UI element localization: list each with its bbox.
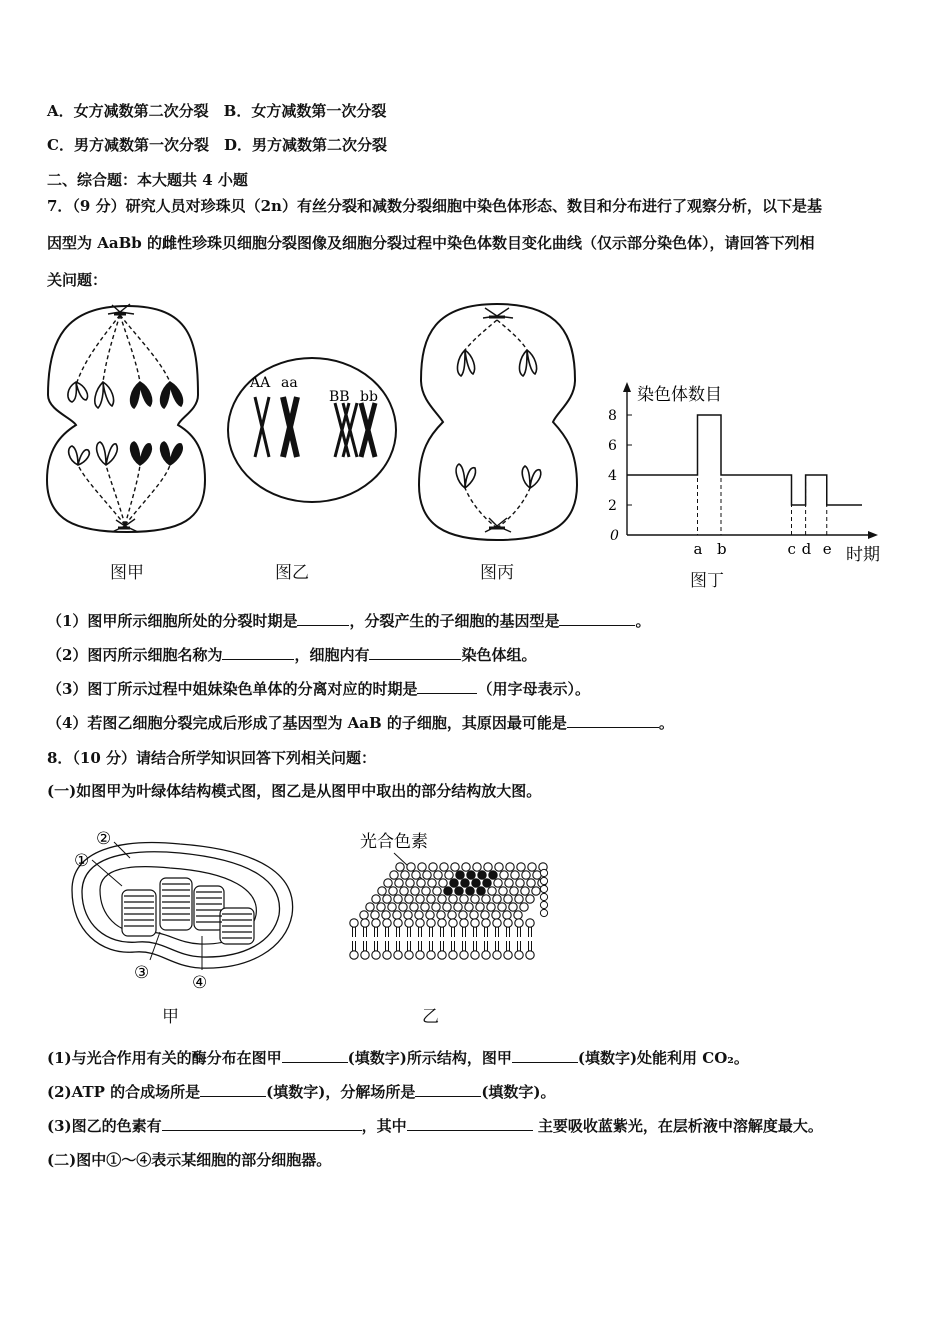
membrane-caption: 乙 — [422, 1007, 439, 1027]
lipid-head — [516, 879, 524, 887]
lipid-head — [394, 919, 402, 927]
x-marker-label: b — [717, 540, 727, 558]
option-line-ab: A．女方减数第二次分裂 B．女方减数第一次分裂 — [47, 102, 387, 120]
lipid-head — [509, 903, 517, 911]
lipid-head — [421, 903, 429, 911]
figure-bing-caption: 图丙 — [480, 563, 514, 583]
q7-sub-3 — [47, 679, 590, 699]
lipid-head — [540, 893, 547, 900]
lipid-head — [460, 895, 468, 903]
q7-sub-1-text-a: （1）图甲所示细胞所处的分裂时期是 — [47, 612, 298, 630]
q8-sub-3-text-b: ，其中 — [361, 1117, 407, 1135]
lipid-head — [401, 871, 409, 879]
lipid-head — [445, 871, 453, 879]
pigment-molecule — [489, 871, 497, 879]
pigment-molecule — [467, 871, 475, 879]
marker-1: ① — [74, 851, 90, 871]
lipid-head — [511, 871, 519, 879]
lipid-head — [504, 951, 512, 959]
lipid-head — [418, 863, 426, 871]
lipid-head — [506, 863, 514, 871]
lipid-head — [372, 895, 380, 903]
lipid-head — [482, 919, 490, 927]
q7-sub-1-text-c: 。 — [635, 612, 651, 630]
q8-sub-1 — [47, 1048, 749, 1068]
pigment-molecule — [483, 879, 491, 887]
figure-ding-caption: 图丁 — [690, 571, 724, 591]
lipid-head — [470, 911, 478, 919]
lipid-head — [440, 863, 448, 871]
lipid-head — [417, 879, 425, 887]
lipid-head — [517, 863, 525, 871]
q8-sub-1-text-c: (填数字)处能利用 CO₂。 — [577, 1049, 749, 1067]
pigment-label: 光合色素 — [360, 832, 428, 852]
lipid-head — [361, 919, 369, 927]
yi-label-AA: AA — [250, 375, 271, 391]
lipid-head — [510, 887, 518, 895]
q8-stem: 8．（10 分）请结合所学知识回答下列相关问题： — [47, 749, 377, 767]
answer-blank[interactable] — [282, 1048, 348, 1063]
lipid-head — [429, 863, 437, 871]
lipid-head — [460, 951, 468, 959]
lipid-head — [372, 919, 380, 927]
y-tick-label: 4 — [608, 468, 617, 484]
marker-2: ② — [96, 829, 112, 849]
q7-sub-1 — [47, 611, 650, 631]
q7-sub-2 — [47, 645, 536, 665]
lipid-head — [462, 863, 470, 871]
q7-sub-4-text-a: （4）若图乙细胞分裂完成后形成了基因型为 AaB 的子细胞，其原因最可能是 — [47, 714, 567, 732]
answer-blank[interactable] — [407, 1116, 533, 1131]
lipid-head — [400, 887, 408, 895]
lipid-head — [448, 911, 456, 919]
lipid-head — [438, 951, 446, 959]
lipid-head — [493, 951, 501, 959]
lipid-head — [459, 911, 467, 919]
lipid-head — [360, 911, 368, 919]
lipid-head — [515, 919, 523, 927]
x-marker-label: d — [801, 540, 812, 558]
lipid-head — [404, 911, 412, 919]
lipid-head — [394, 895, 402, 903]
lipid-head — [540, 901, 547, 908]
lipid-head — [526, 951, 534, 959]
figure-yi-caption: 图乙 — [275, 563, 309, 583]
lipid-head — [454, 903, 462, 911]
answer-blank[interactable] — [200, 1082, 266, 1097]
pigment-molecule — [466, 887, 474, 895]
answer-blank[interactable] — [415, 1082, 481, 1097]
answer-blank[interactable] — [297, 611, 349, 626]
q7-sub-4 — [47, 713, 674, 733]
lipid-head — [405, 951, 413, 959]
lipid-head — [383, 895, 391, 903]
lipid-head — [410, 903, 418, 911]
lipid-head — [434, 871, 442, 879]
lipid-head — [515, 951, 523, 959]
lipid-head — [532, 887, 540, 895]
lipid-head — [527, 879, 535, 887]
q7-sub-3-text-b: （用字母表示）。 — [477, 680, 590, 698]
lipid-head — [411, 887, 419, 895]
chart-origin: 0 — [610, 528, 619, 544]
lipid-head — [443, 903, 451, 911]
lipid-head — [415, 911, 423, 919]
lipid-head — [423, 871, 431, 879]
lipid-head — [473, 863, 481, 871]
lipid-head — [471, 919, 479, 927]
lipid-head — [495, 863, 503, 871]
figure-jia-caption: 图甲 — [110, 563, 144, 583]
pigment-molecule — [477, 887, 485, 895]
lipid-head — [514, 911, 522, 919]
pigment-molecule — [461, 879, 469, 887]
lipid-head — [383, 919, 391, 927]
answer-blank[interactable] — [162, 1116, 362, 1131]
lipid-head — [500, 871, 508, 879]
y-tick-label: 8 — [608, 408, 617, 424]
lipid-head — [522, 871, 530, 879]
lipid-head — [405, 919, 413, 927]
lipid-head — [395, 879, 403, 887]
q7-sub-2-text-a: （2）图丙所示细胞名称为 — [47, 646, 223, 664]
lipid-head — [438, 895, 446, 903]
q7-stem-line-3: 关问题： — [47, 271, 108, 289]
q8-part2-intro: (二)图中①～④表示某细胞的部分细胞器。 — [47, 1151, 332, 1169]
lipid-head — [540, 869, 547, 876]
lipid-head — [482, 951, 490, 959]
lipid-head — [493, 919, 501, 927]
pigment-molecule — [455, 887, 463, 895]
y-tick-label: 6 — [608, 438, 617, 454]
figure-bing-diagram — [415, 300, 580, 545]
q7-sub-1-text-b: ，分裂产生的子细胞的基因型是 — [349, 612, 560, 630]
x-marker-label: e — [822, 540, 832, 558]
lipid-head — [520, 903, 528, 911]
lipid-head — [451, 863, 459, 871]
lipid-head — [361, 951, 369, 959]
figure-ding-chart — [600, 380, 900, 565]
yi-label-BB: BB — [329, 389, 350, 405]
answer-blank[interactable] — [567, 713, 659, 728]
yi-label-aa: aa — [281, 375, 298, 391]
x-axis-arrow — [868, 531, 878, 539]
lipid-head — [488, 887, 496, 895]
yi-label-bb: bb — [360, 389, 378, 405]
lipid-head — [366, 903, 374, 911]
answer-blank[interactable] — [417, 679, 477, 694]
lipid-head — [533, 871, 541, 879]
lipid-head — [384, 879, 392, 887]
lipid-head — [407, 863, 415, 871]
q7-sub-2-text-b: ，细胞内有 — [294, 646, 370, 664]
lipid-head — [465, 903, 473, 911]
lipid-head — [515, 895, 523, 903]
lipid-head — [481, 911, 489, 919]
lipid-head — [476, 903, 484, 911]
lipid-head — [405, 895, 413, 903]
lipid-head — [394, 951, 402, 959]
pigment-molecule — [456, 871, 464, 879]
chart-xlabel: 时期 — [846, 545, 880, 565]
lipid-head — [350, 919, 358, 927]
q8-part1-intro: (一)如图甲为叶绿体结构模式图，图乙是从图甲中取出的部分结构放大图。 — [47, 782, 542, 800]
lipid-head — [540, 885, 547, 892]
lipid-head — [505, 879, 513, 887]
lipid-head — [426, 911, 434, 919]
pigment-molecule — [478, 871, 486, 879]
lipid-head — [427, 919, 435, 927]
section-heading: 二、综合题：本大题共 4 小题 — [47, 171, 248, 189]
y-tick-label: 2 — [608, 498, 617, 514]
marker-4: ④ — [192, 973, 208, 993]
lipid-head — [437, 911, 445, 919]
lipid-head — [428, 879, 436, 887]
lipid-head — [406, 879, 414, 887]
lipid-head — [499, 887, 507, 895]
q8-sub-3-text-c: 主要吸收蓝紫光，在层析液中溶解度最大。 — [532, 1117, 823, 1135]
lipid-head — [383, 951, 391, 959]
q8-sub-1-text-b: (填数字)所示结构，图甲 — [347, 1049, 512, 1067]
lipid-head — [526, 919, 534, 927]
lipid-head — [471, 895, 479, 903]
lipid-head — [471, 951, 479, 959]
lipid-head — [482, 895, 490, 903]
pigment-molecule — [472, 879, 480, 887]
lipid-head — [526, 895, 534, 903]
lipid-head — [422, 887, 430, 895]
q7-sub-4-text-b: 。 — [658, 714, 674, 732]
lipid-head — [439, 879, 447, 887]
lipid-head — [377, 903, 385, 911]
figure-jia-diagram — [40, 300, 215, 540]
lipid-head — [390, 871, 398, 879]
lipid-head — [540, 909, 547, 916]
lipid-head — [460, 919, 468, 927]
lipid-head — [494, 879, 502, 887]
lipid-head — [427, 951, 435, 959]
q7-sub-2-text-c: 染色体组。 — [461, 646, 537, 664]
membrane-diagram — [340, 825, 560, 975]
q7-stem-line-1: 7．（9 分）研究人员对珍珠贝（2n）有丝分裂和减数分裂细胞中染色体形态、数目和分布进行了观察分析，以下是基 — [47, 197, 822, 215]
lipid-head — [350, 951, 358, 959]
q8-sub-3 — [47, 1116, 823, 1136]
lipid-head — [498, 903, 506, 911]
lipid-head — [521, 887, 529, 895]
lipid-head — [433, 887, 441, 895]
lipid-head — [503, 911, 511, 919]
lipid-head — [504, 919, 512, 927]
q7-sub-3-text-a: （3）图丁所示过程中姐妹染色单体的分离对应的时期是 — [47, 680, 418, 698]
lipid-head — [393, 911, 401, 919]
lipid-head — [493, 895, 501, 903]
lipid-head — [382, 911, 390, 919]
lipid-head — [412, 871, 420, 879]
answer-blank[interactable] — [512, 1048, 578, 1063]
answer-blank[interactable] — [369, 645, 461, 660]
q8-sub-2-text-a: (2)ATP 的合成场所是 — [47, 1083, 201, 1101]
marker-3: ③ — [134, 963, 150, 983]
lipid-head — [388, 903, 396, 911]
x-marker-label: c — [787, 540, 796, 558]
option-line-cd: C．男方减数第一次分裂 D．男方减数第二次分裂 — [47, 136, 387, 154]
lipid-head — [416, 951, 424, 959]
q7-stem-line-2: 因型为 AaBb 的雌性珍珠贝细胞分裂图像及细胞分裂过程中染色体数目变化曲线（仅示部分染色体），请回答下列相 — [47, 234, 815, 252]
lipid-head — [484, 863, 492, 871]
lipid-head — [528, 863, 536, 871]
lipid-head — [416, 895, 424, 903]
lipid-head — [378, 887, 386, 895]
chloroplast-diagram — [60, 820, 310, 995]
figure-yi-diagram — [225, 355, 400, 505]
x-marker-label: a — [693, 540, 703, 558]
lipid-head — [449, 951, 457, 959]
pigment-molecule — [444, 887, 452, 895]
q8-sub-2-text-b: (填数字)，分解场所是 — [266, 1083, 416, 1101]
lipid-head — [372, 951, 380, 959]
pigment-molecule — [450, 879, 458, 887]
lipid-head — [540, 877, 547, 884]
lipid-head — [371, 911, 379, 919]
chart-ylabel: 染色体数目 — [637, 385, 722, 405]
lipid-head — [389, 887, 397, 895]
lipid-head — [396, 863, 404, 871]
lipid-head — [449, 895, 457, 903]
q8-sub-2-text-c: (填数字)。 — [481, 1083, 556, 1101]
y-axis-arrow — [623, 382, 631, 392]
q8-sub-1-text-a: (1)与光合作用有关的酶分布在图甲 — [47, 1049, 282, 1067]
lipid-head — [438, 919, 446, 927]
lipid-head — [504, 895, 512, 903]
lipid-head — [432, 903, 440, 911]
answer-blank[interactable] — [559, 611, 635, 626]
chloroplast-caption: 甲 — [162, 1007, 179, 1027]
lipid-head — [427, 895, 435, 903]
chart-series-line — [627, 415, 862, 505]
lipid-head — [487, 903, 495, 911]
answer-blank[interactable] — [222, 645, 294, 660]
q8-sub-3-text-a: (3)图乙的色素有 — [47, 1117, 162, 1135]
lipid-head — [449, 919, 457, 927]
lipid-head — [399, 903, 407, 911]
lipid-head — [416, 919, 424, 927]
lipid-head — [492, 911, 500, 919]
q8-sub-2 — [47, 1082, 556, 1102]
